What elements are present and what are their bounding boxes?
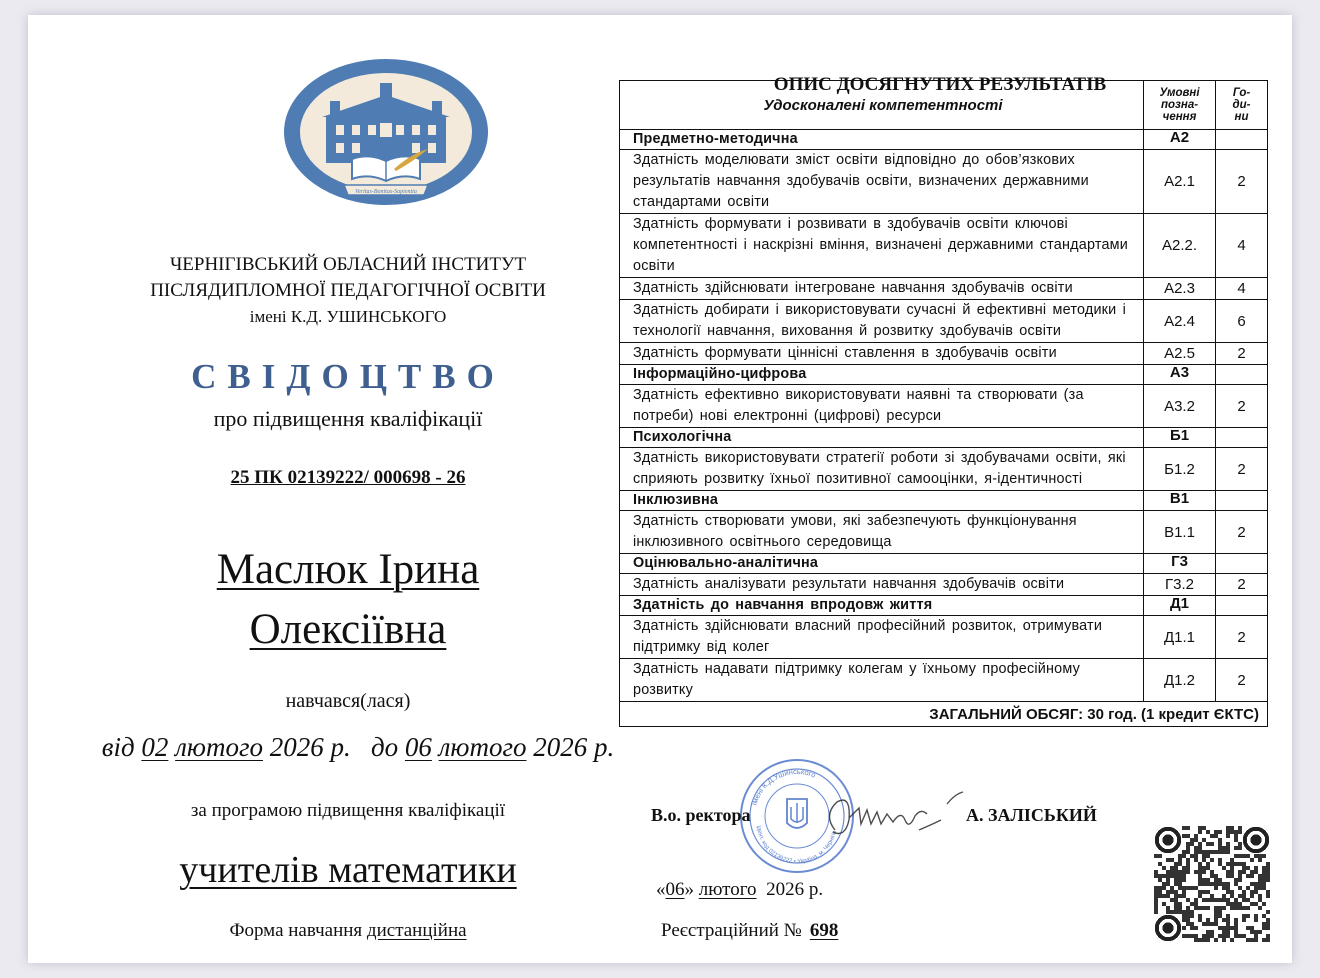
- issue-day: 06: [665, 879, 685, 900]
- competence-hours: 2: [1216, 448, 1268, 491]
- competence-row: [620, 214, 1268, 278]
- competence-group-row: [620, 365, 1268, 385]
- competence-group-row: [620, 554, 1268, 574]
- competence-group-row: [620, 491, 1268, 511]
- competence-description: Здатність здійснювати власний професійний розвиток, отримувати підтримку від колег: [620, 616, 1144, 659]
- competence-group-name: Інформаційно-цифрова: [620, 365, 1144, 385]
- rector-position: В.о. ректора: [651, 805, 751, 825]
- registration-number: 698: [809, 920, 839, 941]
- competence-hours: 2: [1216, 659, 1268, 702]
- qr-code-icon: [1154, 826, 1270, 942]
- competence-row: [620, 278, 1268, 300]
- total-row: [620, 702, 1268, 727]
- competence-group-name: Оцінювально-аналітична: [620, 554, 1144, 574]
- competence-code: А2.1: [1144, 150, 1216, 214]
- competence-description: Здатність використовувати стратегії роботи зі здобувачами освіти, які сприяють розвитку їхньої позитивної самооцінки, я-ідентичності: [620, 448, 1144, 491]
- competence-hours: 2: [1216, 385, 1268, 428]
- program-subject: [108, 848, 588, 892]
- header-code-line-3: чення: [1162, 111, 1197, 123]
- competence-row: [620, 448, 1268, 491]
- program-label: за програмою підвищення кваліфікації: [190, 800, 506, 821]
- competence-group-name: Предметно-методична: [620, 130, 1144, 150]
- competence-row: [620, 511, 1268, 554]
- date-from-prefix: від: [101, 732, 135, 762]
- competence-code: А3.2: [1144, 385, 1216, 428]
- competence-description: Здатність формувати ціннісні ставлення в здобувачів освіти: [620, 343, 1144, 365]
- competence-code: Б1.2: [1144, 448, 1216, 491]
- institute-emblem-icon: [282, 57, 490, 207]
- competence-description: Здатність аналізувати результати навчання здобувачів освіти: [620, 574, 1144, 596]
- certificate-title: СВІДОЦТВО: [191, 357, 505, 396]
- competence-row: [620, 616, 1268, 659]
- competence-code: А2.2.: [1144, 214, 1216, 278]
- date-to-prefix: до: [370, 732, 399, 762]
- date-from-day: 02: [141, 732, 169, 762]
- issue-date: «06» лютого 2026 р.: [656, 879, 824, 900]
- header-competence: Удосконалені компетентності: [620, 81, 1144, 130]
- competence-code: А2.5: [1144, 343, 1216, 365]
- holder-name-line-1: [108, 545, 588, 594]
- competence-code: Д1.2: [1144, 659, 1216, 702]
- holder-name-patronymic: Олексіївна: [249, 606, 447, 653]
- competence-group-row: [620, 130, 1268, 150]
- competence-description: Здатність ефективно використовувати наявні та створювати (за потреби) нові електронні (цифрові) ресурси: [620, 385, 1144, 428]
- competence-hours: 2: [1216, 616, 1268, 659]
- date-from-month: лютого: [175, 732, 263, 762]
- competence-description: Здатність надавати підтримку колегам у їхньому професійному розвитку: [620, 659, 1144, 702]
- competence-code: Б1: [1144, 428, 1216, 448]
- competence-group-row: [620, 596, 1268, 616]
- competence-row: [620, 574, 1268, 596]
- competence-description: Здатність формувати і розвивати в здобувачів освіти ключові компетентності і наскрізні вміння, визначені державними стандартами освіти: [620, 214, 1144, 278]
- studied-label: навчався(лася): [285, 690, 411, 712]
- program-subject-value: учителів математики: [179, 849, 517, 891]
- logo-motto: Veritas-Bonitas-Sapientia: [355, 189, 417, 195]
- competence-code: А2: [1144, 130, 1216, 150]
- competence-hours: 2: [1216, 511, 1268, 554]
- competence-hours: 6: [1216, 300, 1268, 343]
- certificate-number: [108, 467, 588, 489]
- competence-hours: 4: [1216, 214, 1268, 278]
- competence-code: В1: [1144, 491, 1216, 511]
- stamp-text-bottom: Ідент. код 02139222 • Україна, м. Чернігів: [755, 825, 839, 866]
- competence-group-name: Здатність до навчання впродовж життя: [620, 596, 1144, 616]
- competence-row: [620, 659, 1268, 702]
- competence-hours: 2: [1216, 574, 1268, 596]
- competence-description: Здатність моделювати зміст освіти відповідно до обов’язкових результатів навчання здобувачів освіти, визначених державними стандартами освіти: [620, 150, 1144, 214]
- date-to-year: 2026 р.: [533, 732, 615, 762]
- competence-hours: [1216, 365, 1268, 385]
- competence-hours: 4: [1216, 278, 1268, 300]
- certificate-subtitle: про підвищення кваліфікації: [213, 406, 483, 431]
- competence-hours: [1216, 428, 1268, 448]
- date-to-month: лютого: [438, 732, 527, 762]
- competence-group-row: [620, 428, 1268, 448]
- results-title: ОПИС ДОСЯГНУТИХ РЕЗУЛЬТАТІВ: [773, 74, 1107, 95]
- competence-code: А3: [1144, 365, 1216, 385]
- competence-hours: [1216, 554, 1268, 574]
- competence-row: [620, 385, 1268, 428]
- competence-description: Здатність здійснювати інтегроване навчання здобувачів освіти: [620, 278, 1144, 300]
- header-hours: [1216, 81, 1268, 130]
- competence-group-name: Психологічна: [620, 428, 1144, 448]
- competence-code: Д1: [1144, 596, 1216, 616]
- issue-year: 2026 р.: [766, 879, 824, 900]
- holder-name-surname: Маслюк Ірина: [216, 546, 480, 593]
- competence-row: [620, 300, 1268, 343]
- competence-code: Д1.1: [1144, 616, 1216, 659]
- total-volume: ЗАГАЛЬНИЙ ОБСЯГ: 30 год. (1 кредит ЄКТС): [620, 702, 1268, 727]
- competence-code: В1.1: [1144, 511, 1216, 554]
- header-hours-line-1: Го-: [1232, 87, 1251, 99]
- study-form-value: дистанційна: [366, 920, 467, 941]
- competence-description: Здатність добирати і використовувати сучасні й ефективні методики і технології навчання, виховання й розвитку здобувачів освіти: [620, 300, 1144, 343]
- institute-line-2: ПІСЛЯДИПЛОМНОЇ ПЕДАГОГІЧНОЇ ОСВІТИ: [150, 280, 546, 301]
- competence-code: А2.3: [1144, 278, 1216, 300]
- competence-group-name: Інклюзивна: [620, 491, 1144, 511]
- rector-name: А. ЗАЛІСЬКИЙ: [966, 805, 1097, 825]
- competence-code: А2.4: [1144, 300, 1216, 343]
- stamp-text-top: імені К.Д.Ушинського: [749, 766, 818, 807]
- handwritten-signature-icon: [815, 780, 965, 850]
- study-form-label: Форма навчання: [229, 920, 363, 941]
- institute-line-3: імені К.Д. УШИНСЬКОГО: [249, 307, 447, 326]
- competence-row: [620, 343, 1268, 365]
- header-hours-line-3: ни: [1234, 111, 1249, 123]
- competence-row: [620, 150, 1268, 214]
- study-period: [68, 732, 648, 763]
- institute-name: [108, 252, 588, 330]
- holder-name-line-2: [108, 605, 588, 654]
- competence-code: Г3: [1144, 554, 1216, 574]
- header-code: [1144, 81, 1216, 130]
- competence-description: Здатність створювати умови, які забезпечують функціонування інклюзивного освітнього середовища: [620, 511, 1144, 554]
- date-from-year: 2026 р.: [269, 732, 351, 762]
- table-header-row: [620, 81, 1268, 130]
- competences-table: [619, 80, 1268, 727]
- registration-label: Реєстраційний №: [661, 920, 802, 941]
- competence-code: Г3.2: [1144, 574, 1216, 596]
- date-to-day: 06: [404, 732, 432, 762]
- competence-hours: [1216, 596, 1268, 616]
- competence-hours: 2: [1216, 150, 1268, 214]
- header-code-line-2: позна-: [1160, 99, 1199, 111]
- institute-line-1: ЧЕРНІГІВСЬКИЙ ОБЛАСНИЙ ІНСТИТУТ: [169, 254, 527, 275]
- registration: [661, 920, 838, 942]
- competence-hours: [1216, 130, 1268, 150]
- competence-hours: [1216, 491, 1268, 511]
- certificate-page: [28, 15, 1292, 963]
- issue-month: лютого: [698, 879, 757, 900]
- competence-hours: 2: [1216, 343, 1268, 365]
- header-code-line-1: Умовні: [1159, 87, 1200, 99]
- study-form: [108, 920, 588, 942]
- certificate-number-value: 25 ПК 02139222/ 000698 - 26: [230, 467, 466, 488]
- header-hours-line-2: ди-: [1232, 99, 1251, 111]
